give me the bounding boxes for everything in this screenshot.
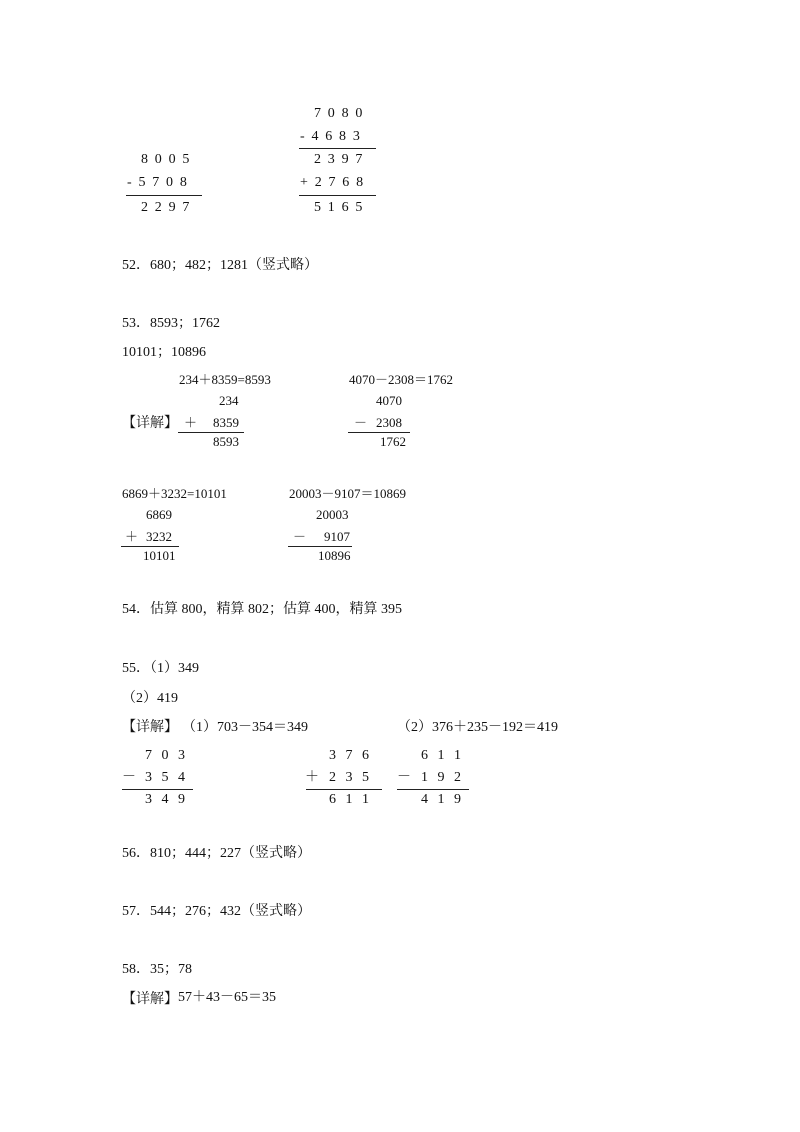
answer-58: 58．35；78 <box>122 962 192 977</box>
c55-2-a: 3 7 6 <box>329 748 372 763</box>
v53-4-result: 10896 <box>318 548 351 563</box>
answer-52: 52．680；482；1281（竖式略） <box>122 258 318 273</box>
answer-54: 54．估算 800，精算 802；估算 400，精算 395 <box>122 602 402 617</box>
v53-3-op: ＋ <box>125 529 139 544</box>
c55-3-result: 4 1 9 <box>421 792 464 807</box>
c55-1-op: － <box>122 770 136 785</box>
calc-right-c: +2768 <box>300 175 370 190</box>
v53-1-op: ＋ <box>184 415 198 430</box>
calc-left-b: -5708 <box>127 175 194 190</box>
answer-57: 57．544；276；432（竖式略） <box>122 904 311 919</box>
v53-2-rule <box>348 432 410 433</box>
c55-1-a: 7 0 3 <box>145 748 188 763</box>
c55-1-result: 3 4 9 <box>145 792 188 807</box>
v53-3-b: 3232 <box>146 529 172 544</box>
v53-3-result: 10101 <box>143 548 176 563</box>
v53-2-b: 2308 <box>376 415 402 430</box>
answer-55-line2: （2）419 <box>122 691 178 706</box>
eq-55-1: （1）703－354＝349 <box>182 720 308 735</box>
c55-2-result: 6 1 1 <box>329 792 372 807</box>
c55-3-a: 6 1 1 <box>421 748 464 763</box>
v53-2-a: 4070 <box>376 393 402 408</box>
detail-label-53: 【详解】 <box>122 416 178 431</box>
detail-label-58: 【详解】 <box>122 992 178 1007</box>
eq-53-2: 4070－2308＝1762 <box>349 372 454 387</box>
c55-2-b: 2 3 5 <box>329 770 372 785</box>
eq-53-4: 20003－9107＝10869 <box>289 486 407 501</box>
c55-2-op: ＋ <box>305 770 319 785</box>
c55-1-b: 3 5 4 <box>145 770 188 785</box>
eq-55-2: （2）376＋235－192＝419 <box>397 720 558 735</box>
calc-right-mid: 2397 <box>314 152 370 167</box>
v53-3-a: 6869 <box>146 507 172 522</box>
calc-right-a: 7080 <box>314 106 370 121</box>
eq-58: 57＋43－65＝35 <box>178 990 276 1005</box>
v53-3-rule <box>121 546 179 547</box>
calc-right-b: -4683 <box>300 129 367 144</box>
v53-4-b: 9107 <box>324 529 350 544</box>
c55-3-op: － <box>397 770 411 785</box>
answer-53-line1: 53．8593；1762 <box>122 316 220 331</box>
calc-right-result: 5165 <box>314 200 370 215</box>
v53-4-op: － <box>293 529 307 544</box>
v53-4-rule <box>288 546 352 547</box>
c55-1-rule <box>122 789 193 790</box>
calc-left-a: 8005 <box>141 152 197 167</box>
eq-53-1: 234＋8359=8593 <box>179 372 271 387</box>
c55-3-b: 1 9 2 <box>421 770 464 785</box>
answer-56: 56．810；444；227（竖式略） <box>122 846 311 861</box>
c55-3-rule <box>397 789 469 790</box>
calc-right-rule-1 <box>299 148 376 149</box>
v53-1-result: 8593 <box>213 434 239 449</box>
v53-1-b: 8359 <box>213 415 239 430</box>
v53-2-result: 1762 <box>380 434 406 449</box>
v53-4-a: 20003 <box>316 507 349 522</box>
v53-1-a: 234 <box>219 393 239 408</box>
v53-2-op: － <box>354 415 368 430</box>
detail-label-55: 【详解】 <box>122 720 178 735</box>
c55-2-rule <box>306 789 382 790</box>
calc-right-rule-2 <box>299 195 376 196</box>
answer-55-line1: 55．（1）349 <box>122 661 199 676</box>
v53-1-rule <box>178 432 244 433</box>
answer-53-line2: 10101；10896 <box>122 345 206 360</box>
eq-53-3: 6869＋3232=10101 <box>122 486 227 501</box>
calc-left-rule <box>126 195 202 196</box>
calc-left-result: 2297 <box>141 200 197 215</box>
